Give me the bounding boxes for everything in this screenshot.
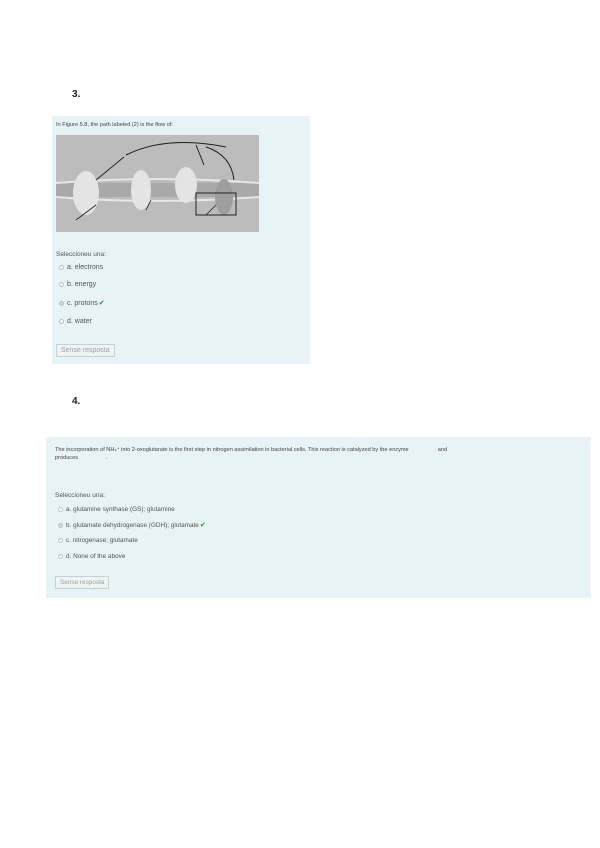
option-c[interactable] [58,537,138,544]
radio-icon[interactable] [58,538,63,543]
option-label: b. energy [67,281,97,288]
option-label: c. protons [67,299,98,307]
option-d[interactable] [58,553,125,560]
question-text-and: and [437,447,448,453]
radio-icon[interactable] [58,523,63,528]
option-label: d. None of the above [66,553,126,560]
option-label: b. glutamate dehydrogenase (GDH); glutamate [66,521,199,529]
option-a[interactable] [58,506,175,513]
question-number: 3. [72,89,81,100]
option-label: a. electrons [67,264,104,271]
no-answer-button[interactable]: Sense resposta [56,344,115,357]
select-prompt: Seleccioneu una: [56,251,106,258]
option-c[interactable] [59,299,105,307]
check-icon: ✔ [199,522,206,529]
select-prompt: Seleccioneu una: [55,492,105,499]
question-text-line1: The incorporation of NH₄⁺ into 2-oxoglutarate is the first step in nitrogen assimilation in bacterial cells. This reaction is catalyzed by the enzyme [55,447,409,453]
no-answer-button[interactable]: Sense resposta [55,576,109,589]
radio-icon[interactable] [59,301,64,306]
option-d[interactable] [59,318,92,325]
question-text: In Figure 5.8, the path labeled (2) is the flow of: [56,122,173,128]
radio-icon[interactable] [59,282,64,287]
radio-icon[interactable] [59,319,64,324]
check-icon: ✔ [98,300,105,307]
question-text [55,446,575,462]
figure-image [56,135,259,232]
option-label: c. nitrogenase; glutamate [66,537,138,544]
option-a[interactable] [59,264,103,271]
radio-icon[interactable] [59,265,64,270]
option-label: d. water [67,318,92,325]
option-b[interactable] [58,521,206,529]
membrane-diagram [56,135,259,232]
question-text-line2: produces [55,455,79,461]
radio-icon[interactable] [58,554,63,559]
radio-icon[interactable] [58,507,63,512]
question-text-end: . [105,455,108,461]
question-number: 4. [72,396,81,407]
option-b[interactable] [59,281,96,288]
option-label: a. glutamine synthase (GS); glutamine [66,506,175,513]
